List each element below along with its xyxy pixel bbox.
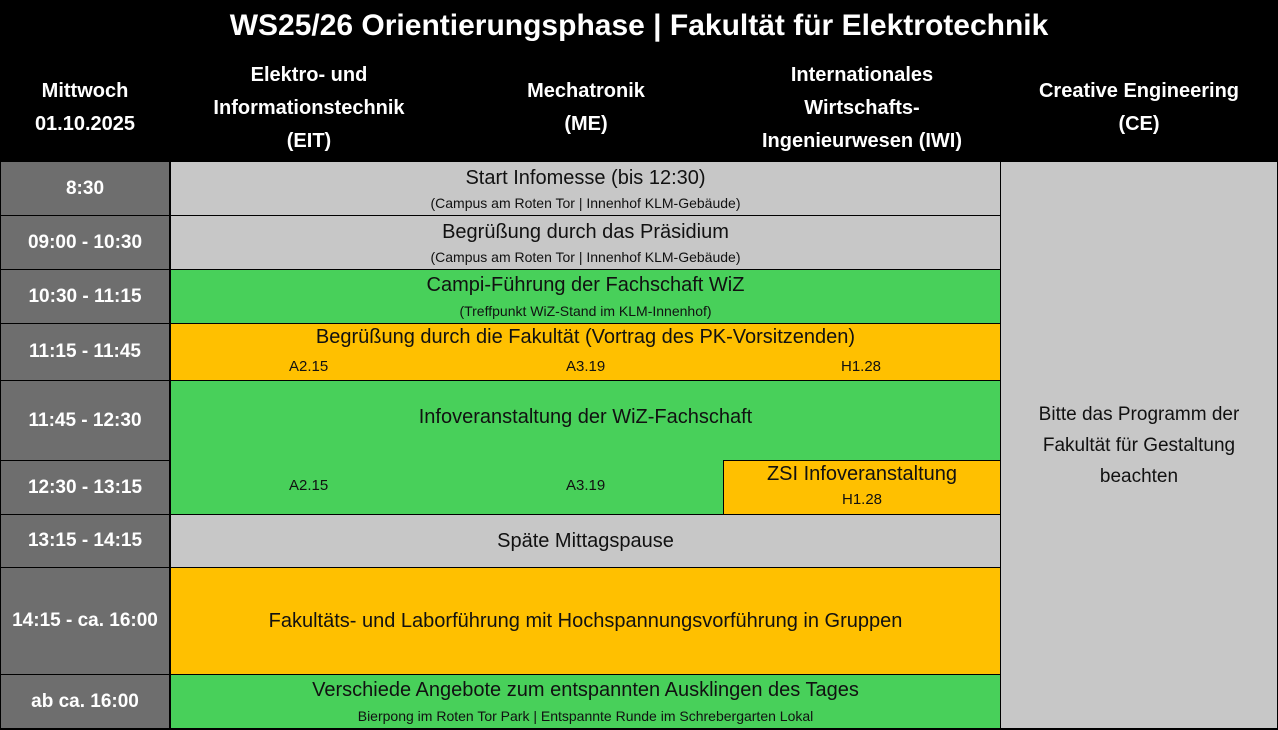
- event-location: (Campus am Roten Tor | Innenhof KLM-Gebäude): [430, 195, 741, 211]
- event-title: Begrüßung durch das Präsidium: [442, 221, 729, 243]
- event-location: (Treffpunkt WiZ-Stand im KLM-Innenhof): [459, 303, 712, 319]
- event-campi-fuehrung: [170, 269, 1001, 324]
- event-zsi-infoveranstaltung: [723, 460, 1001, 515]
- event-title: Fakultäts- und Laborführung mit Hochspannungsvorführung in Gruppen: [268, 609, 903, 632]
- header-eit: Elektro- und Informationstechnik (EIT): [213, 63, 405, 152]
- event-ausklang: [170, 674, 1001, 729]
- room-me: A3.19: [566, 358, 606, 375]
- event-title: Campi-Führung der Fachschaft WiZ: [426, 274, 745, 296]
- event-title: Begrüßung durch die Fakultät (Vortrag des PK-Vorsitzenden): [315, 326, 856, 348]
- header-iwi: Internationales Wirtschafts- Ingenieurwesen (IWI): [761, 63, 963, 152]
- event-title: ZSI Infoveranstaltung: [766, 463, 958, 485]
- time-cell: 13:15 - 14:15: [0, 514, 170, 568]
- header-ce: Creative Engineering (CE): [1038, 80, 1240, 135]
- ce-program-note: [1000, 161, 1278, 729]
- event-title: Start Infomesse (bis 12:30): [465, 167, 706, 189]
- time-cell: 8:30: [0, 161, 170, 216]
- event-begruessung-fakultaet: [170, 323, 1001, 381]
- room-iwi: H1.28: [841, 358, 882, 375]
- time-cell: 14:15 - ca. 16:00: [0, 567, 170, 675]
- time-cell: 09:00 - 10:30: [0, 215, 170, 270]
- time-cell: 11:15 - 11:45: [0, 323, 170, 381]
- time-cell: ab ca. 16:00: [0, 674, 170, 729]
- time-cell: 10:30 - 11:15: [0, 269, 170, 324]
- event-title: Späte Mittagspause: [497, 529, 674, 552]
- time-cell: 11:45 - 12:30: [0, 380, 170, 461]
- event-details: Bierpong im Roten Tor Park | Entspannte Runde im Schrebergarten Lokal: [357, 708, 814, 724]
- header-me: Mechatronik (ME): [527, 80, 645, 135]
- page-title: WS25/26 Orientierungsphase | Fakultät für Elektrotechnik: [229, 9, 1049, 42]
- room-eit: A2.15: [289, 477, 329, 494]
- event-title: Infoveranstaltung der WiZ-Fachschaft: [418, 406, 753, 428]
- event-infomesse: [170, 161, 1001, 216]
- event-laborfuehrung: [170, 567, 1001, 675]
- header-day: Mittwoch 01.10.2025: [34, 80, 136, 135]
- room-iwi: H1.28: [841, 491, 883, 508]
- room-eit: A2.15: [289, 358, 329, 375]
- time-cell: 12:30 - 13:15: [0, 460, 170, 515]
- event-mittagspause: [170, 514, 1001, 568]
- event-title: Verschiede Angebote zum entspannten Ausklingen des Tages: [312, 679, 859, 701]
- room-me: A3.19: [566, 477, 606, 494]
- event-location: (Campus am Roten Tor | Innenhof KLM-Gebäude): [430, 249, 741, 265]
- event-praesidium: [170, 215, 1001, 270]
- ce-note-text: Bitte das Programm der Fakultät für Gestaltung beachten: [1038, 403, 1240, 487]
